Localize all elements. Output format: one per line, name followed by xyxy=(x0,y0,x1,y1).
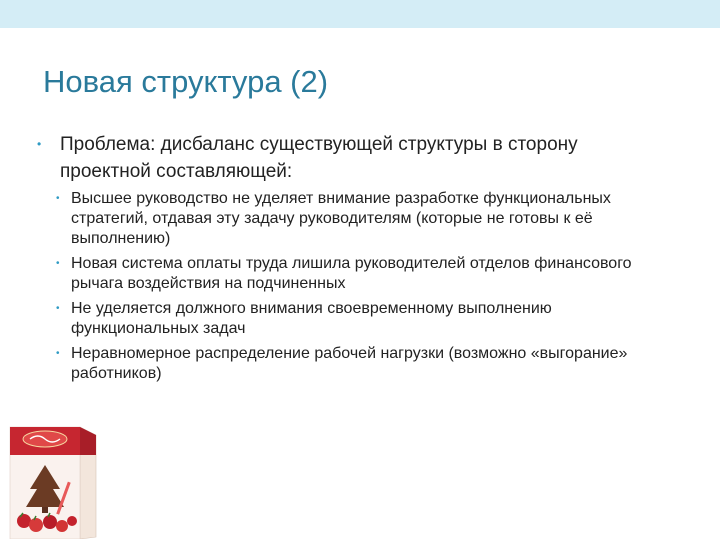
slide-content xyxy=(35,131,685,389)
bullet-dot-icon: • xyxy=(56,258,60,269)
sub-bullet-item xyxy=(54,299,685,339)
top-accent-bar xyxy=(0,0,720,28)
sub-bullet-item xyxy=(54,254,685,294)
bullet-dot-icon: • xyxy=(56,193,60,204)
bullet-level1 xyxy=(35,131,685,185)
candy-box-image xyxy=(6,421,98,539)
sub-bullet-list xyxy=(35,189,685,384)
bullet-dot-icon: • xyxy=(56,348,60,359)
sub-bullet-text: Новая система оплаты труда лишила руководителей отделов финансового рычага воздействия на подчиненных xyxy=(71,255,632,292)
slide-title: Новая структура (2) xyxy=(43,64,329,99)
sub-bullet-text: Высшее руководство не уделяет внимание разработке функциональных стратегий, отдавая эту задачу руководителям (которые не готовы к её выполнению) xyxy=(71,190,611,247)
sub-bullet-item xyxy=(54,344,685,384)
bullet-dot-icon: • xyxy=(37,137,42,151)
sub-bullet-item xyxy=(54,189,685,249)
bullet-dot-icon: • xyxy=(56,303,60,314)
sub-bullet-text: Неравномерное распределение рабочей нагрузки (возможно «выгорание» работников) xyxy=(71,345,628,382)
sub-bullet-text: Не уделяется должного внимания своевременному выполнению функциональных задач xyxy=(71,300,552,337)
bullet-level1-text: Проблема: дисбаланс существующей структуры в сторону проектной составляющей: xyxy=(60,134,578,182)
